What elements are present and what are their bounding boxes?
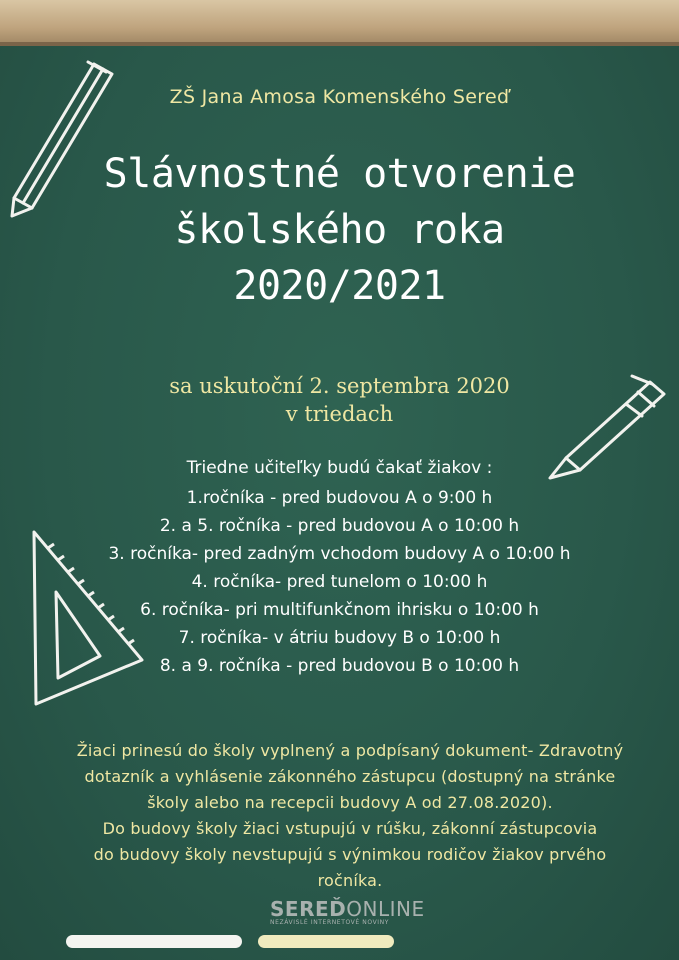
- watermark-logo: [270, 897, 425, 926]
- teachers-intro: Triedne učiteľky budú čakať žiakov :: [186, 458, 493, 478]
- schedule-item: 4. ročníka- pred tunelom o 10:00 h: [191, 572, 488, 592]
- event-date: [0, 372, 679, 428]
- notice-line: ročníka.: [317, 871, 383, 890]
- board-frame: [0, 0, 679, 46]
- notice-line: Žiaci prinesú do školy vyplnený a podpísaný dokument- Zdravotný: [76, 741, 624, 760]
- notice-text: [40, 738, 660, 894]
- school-name: ZŠ Jana Amosa Komenského Sereď: [169, 86, 510, 108]
- schedule-item: 8. a 9. ročníka - pred budovou B o 10:00 h: [159, 656, 520, 676]
- notice-line: do budovy školy nevstupujú s výnimkou rodičov žiakov prvého: [93, 845, 607, 864]
- watermark-brand-thin: ONLINE: [346, 897, 425, 921]
- schedule-item: 2. a 5. ročníka - pred budovou A o 10:00 h: [159, 516, 520, 536]
- notice-line: školy alebo na recepcii budovy A od 27.08.2020).: [147, 793, 553, 812]
- chalk-stick-white: [66, 935, 242, 948]
- page-title: [0, 146, 679, 314]
- schedule-list: [0, 484, 679, 680]
- title-line-2: školského roka: [174, 207, 505, 253]
- notice-line: dotazník a vyhlásenie zákonného zástupcu (dostupný na stránke: [84, 767, 616, 786]
- title-line-1: Slávnostné otvorenie: [103, 151, 576, 197]
- schedule-item: 6. ročníka- pri multifunkčnom ihrisku o 10:00 h: [140, 600, 539, 620]
- notice-line: Do budovy školy žiaci vstupujú v rúšku, zákonní zástupcovia: [102, 819, 598, 838]
- schedule-item: 3. ročníka- pred zadným vchodom budovy A o 10:00 h: [108, 544, 571, 564]
- event-line-1: sa uskutoční 2. septembra 2020: [169, 374, 510, 398]
- chalk-stick-yellow: [258, 935, 394, 948]
- watermark-brand: [270, 897, 425, 921]
- schedule-item: 1.ročníka - pred budovou A o 9:00 h: [186, 488, 493, 508]
- schedule-item: 7. ročníka- v átriu budovy B o 10:00 h: [178, 628, 501, 648]
- title-line-3: 2020/2021: [233, 263, 446, 309]
- event-line-2: v triedach: [285, 402, 394, 426]
- watermark-tagline: NEZÁVISLÉ INTERNETOVÉ NOVINY: [270, 919, 390, 926]
- watermark-brand-bold: SEREĎ: [270, 897, 347, 921]
